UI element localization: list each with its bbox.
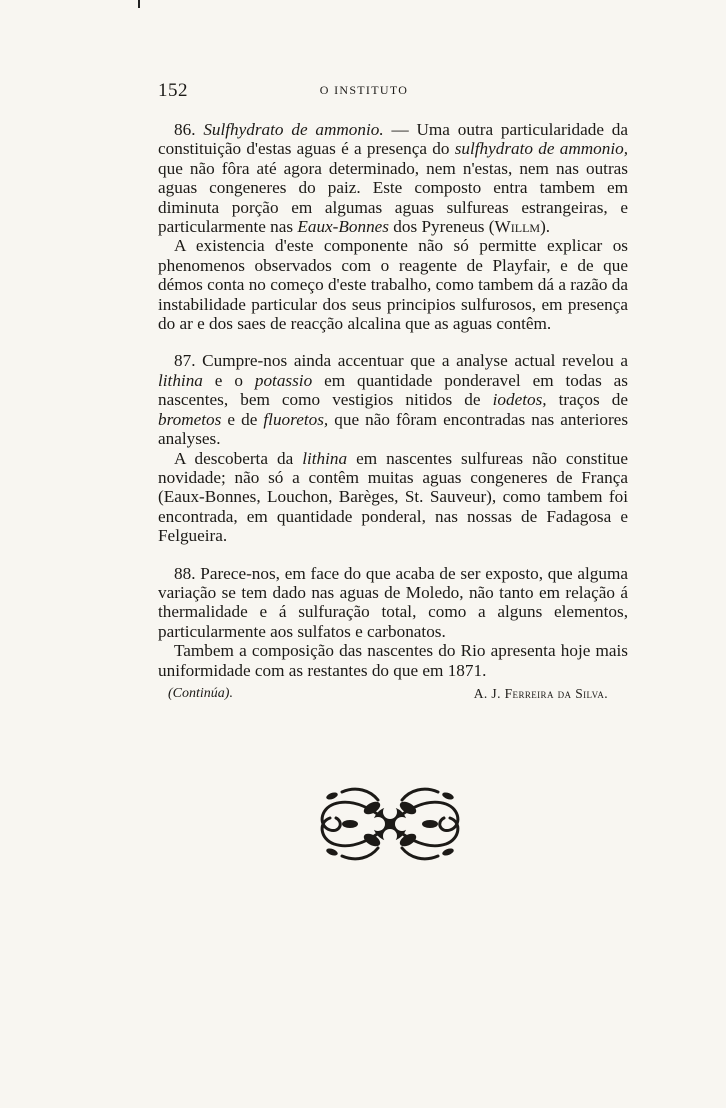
- text-run: e o: [202, 370, 255, 390]
- ornament-leaf: [342, 820, 358, 828]
- article-body: [158, 120, 628, 704]
- author-initials: A. J.: [473, 685, 505, 701]
- ornament-leaf: [325, 791, 338, 801]
- ornament-scroll: [402, 848, 438, 859]
- ornament-leaf: [441, 791, 454, 801]
- author-name: Ferreira da Silva.: [504, 685, 608, 701]
- text-run-italic: fluoretos,: [263, 409, 329, 429]
- ornament-scroll: [342, 789, 378, 800]
- floral-ornament: [312, 778, 468, 870]
- section-87-number: 87.: [174, 351, 196, 371]
- text-run-italic: iodetos,: [492, 390, 547, 410]
- text-run: em quantidade ponderavel em todas as nascentes, bem como vestigios nitidos de: [158, 370, 628, 410]
- section-86-dash: —: [383, 120, 417, 139]
- page-header: [158, 80, 570, 102]
- ornament-leaf: [325, 847, 338, 857]
- section-88-number: 88.: [174, 563, 196, 583]
- ornament-scroll: [402, 789, 438, 800]
- text-run-italic: brometos: [158, 409, 222, 429]
- running-title: O INSTITUTO: [319, 83, 409, 97]
- text-run: Uma outra particularidade da constituição d'estas aguas é a presença do: [158, 120, 629, 159]
- section-87-paragraph-2: [158, 449, 628, 546]
- text-run: ).: [540, 217, 551, 237]
- edge-mark: [138, 0, 140, 8]
- text-run: em nascentes sulfureas não constitue novidade; não só a contêm muitas aguas congeneres de França (Eaux-Bonnes, Louchon, Barèges, St. Sauveur), como tambem foi encontrada, em quantidade ponderal, nas nossas de Fadagosa e Felgueira.: [158, 448, 628, 546]
- text-run: Cumpre-nos ainda accentuar que a analyse actual revelou a: [195, 351, 628, 371]
- text-run: Parece-nos, em face do que acaba de ser exposto, que alguma variação se tem dado nas aguas de Moledo, não tanto em relação á thermalidade e á sulfuração total, como a alguns elementos, particularmente aos sulfatos e carbonatos.: [158, 563, 628, 641]
- text-run: e de: [221, 409, 264, 429]
- section-86-paragraph-1: [158, 120, 628, 236]
- cited-author: Willm: [494, 217, 541, 237]
- text-run-italic: Eaux-Bonnes: [297, 217, 389, 237]
- text-run: dos Pyreneus (: [389, 217, 495, 237]
- ornament-scroll: [342, 848, 378, 859]
- text-run: traços de: [546, 390, 629, 410]
- continua-note: (Continúa).: [168, 685, 233, 701]
- section-86-number: 86.: [174, 120, 196, 139]
- ornament-leaf: [422, 820, 438, 828]
- text-run: que não fôra até agora determinado, nem n'estas, nem nas outras aguas congeneres do paiz. Este composto entra tambem em diminuta porção em algumas aguas sulfureas estrangeiras, e particularmente nas: [158, 158, 628, 237]
- section-86-paragraph-2: A existencia d'este componente não só permitte explicar os phenomenos observados com o reagente de Playfair, e de que démos conta no começo d'este trabalho, como tambem dá a razão da instabilidade particular dos seus principios sulfurosos, em presença do ar e dos saes de reacção alcalina que as aguas contêm.: [158, 236, 628, 334]
- signature-row: [158, 682, 628, 704]
- section-86-title: Sulfhydrato de ammonio.: [203, 120, 384, 139]
- text-run: que não fôram encontradas nas anteriores analyses.: [158, 409, 629, 449]
- page-number: 152: [158, 80, 188, 101]
- author-signature: [474, 684, 608, 703]
- section-88-paragraph-2: Tambem a composição das nascentes do Rio apresenta hoje mais uniformidade com as restantes do que em 1871.: [158, 641, 628, 680]
- text-run: A descoberta da: [174, 448, 303, 468]
- section-88-paragraph-1: [158, 564, 628, 642]
- ornament-leaf: [441, 847, 454, 857]
- text-run-italic: lithina: [302, 448, 348, 468]
- text-run-italic: potassio: [254, 370, 313, 390]
- text-run-italic: sulfhydrato de ammonio,: [454, 139, 629, 159]
- text-run-italic: lithina: [158, 370, 203, 390]
- section-87-paragraph-1: [158, 351, 628, 448]
